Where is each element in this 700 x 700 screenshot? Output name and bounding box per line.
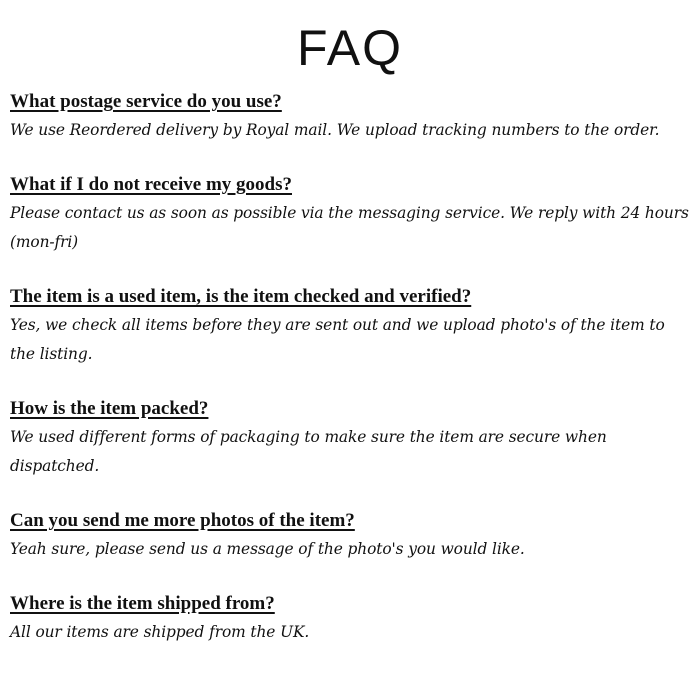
faq-answer: We used different forms of packaging to make sure the item are secure when dispatched. xyxy=(10,428,607,475)
page-title: FAQ xyxy=(296,20,404,76)
faq-answer: We use Reordered delivery by Royal mail. We upload tracking numbers to the order. xyxy=(10,121,660,139)
faq-question: What if I do not receive my goods? xyxy=(10,174,292,195)
faq-question: Can you send me more photos of the item? xyxy=(10,510,355,531)
faq-item xyxy=(10,88,692,145)
faq-answer: Please contact us as soon as possible via the messaging service. We reply with 24 hours (mon-fri) xyxy=(10,204,689,251)
faq-item xyxy=(10,395,692,481)
faq-answer: Yeah sure, please send us a message of the photo's you would like. xyxy=(10,540,525,558)
faq-list xyxy=(10,88,692,673)
faq-answer: Yes, we check all items before they are sent out and we upload photo's of the item to the listing. xyxy=(10,316,665,363)
faq-answer: All our items are shipped from the UK. xyxy=(10,623,310,641)
faq-question: The item is a used item, is the item checked and verified? xyxy=(10,286,472,307)
faq-item xyxy=(10,507,692,564)
faq-question: What postage service do you use? xyxy=(10,91,282,112)
faq-question: How is the item packed? xyxy=(10,398,209,419)
faq-question: Where is the item shipped from? xyxy=(10,593,275,614)
faq-item xyxy=(10,283,692,369)
faq-item xyxy=(10,590,692,647)
faq-item xyxy=(10,171,692,257)
